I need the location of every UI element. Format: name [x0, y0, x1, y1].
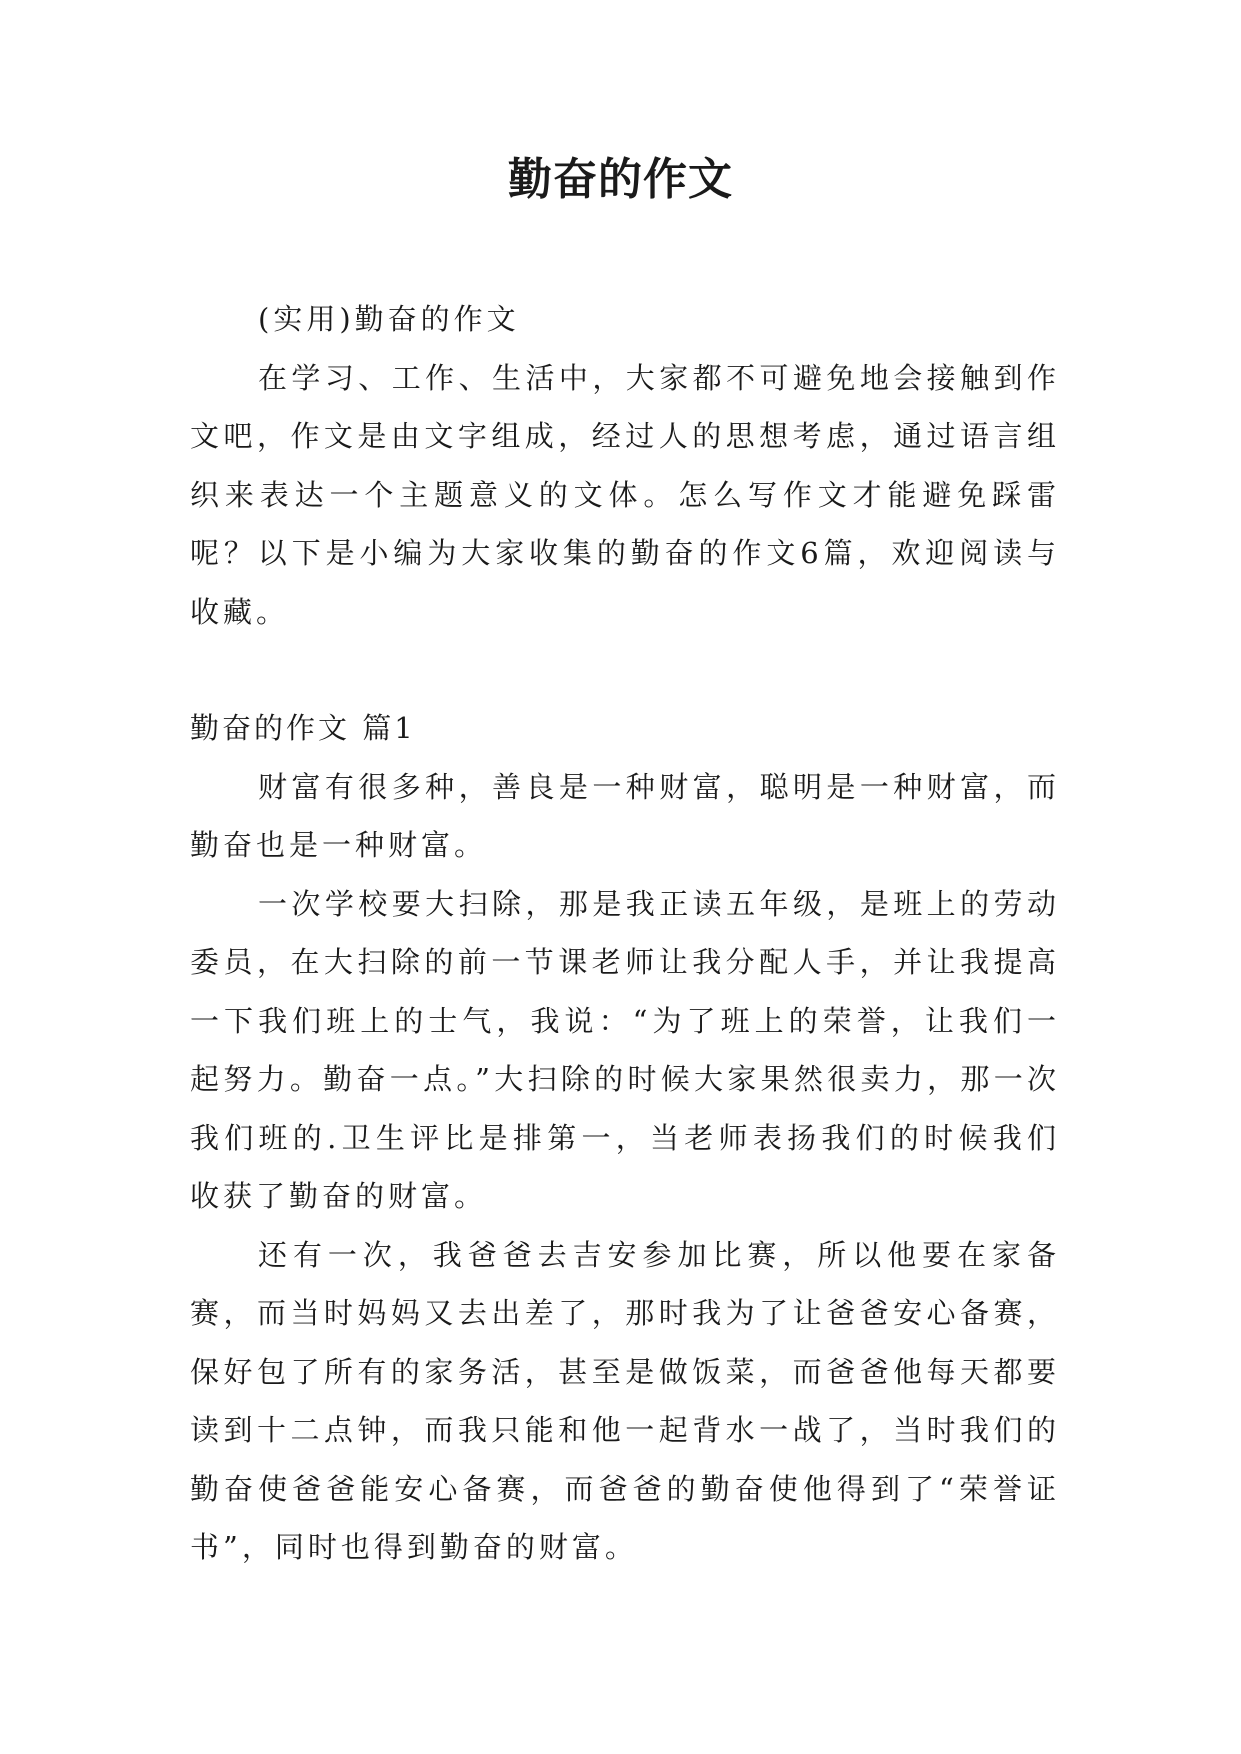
body-paragraph: 一次学校要大扫除，那是我正读五年级，是班上的劳动委员，在大扫除的前一节课老师让我分配人手，并让我提高一下我们班上的士气，我说：“为了班上的荣誉，让我们一起努力。勤奋一点。”大扫除的时候大家果然很卖力，那一次我们班的.卫生评比是排第一，当老师表扬我们的时候我们收获了勤奋的财富。 — [190, 886, 1060, 1213]
subtitle: (实用)勤奋的作文 — [258, 302, 520, 336]
page-title: 勤奋的作文 — [508, 154, 733, 205]
intro-paragraph: 在学习、工作、生活中，大家都不可避免地会接触到作文吧，作文是由文字组成，经过人的思想考虑，通过语言组织来表达一个主题意义的文体。怎么写作文才能避免踩雷呢？以下是小编为大家收集的勤奋的作文6篇，欢迎阅读与收藏。 — [190, 360, 1060, 629]
body-paragraph: 还有一次，我爸爸去吉安参加比赛，所以他要在家备赛，而当时妈妈又去出差了，那时我为了让爸爸安心备赛，保好包了所有的家务活，甚至是做饭菜，而爸爸他每天都要读到十二点钟，而我只能和他一起背水一战了，当时我们的勤奋使爸爸能安心备赛，而爸爸的勤奋使他得到了“荣誉证书”，同时也得到勤奋的财富。 — [190, 1237, 1060, 1564]
section-heading: 勤奋的作文 篇1 — [190, 711, 416, 745]
document-body — [190, 290, 1060, 1577]
body-paragraph: 财富有很多种，善良是一种财富，聪明是一种财富，而勤奋也是一种财富。 — [190, 769, 1060, 862]
section-spacer — [190, 641, 1060, 699]
